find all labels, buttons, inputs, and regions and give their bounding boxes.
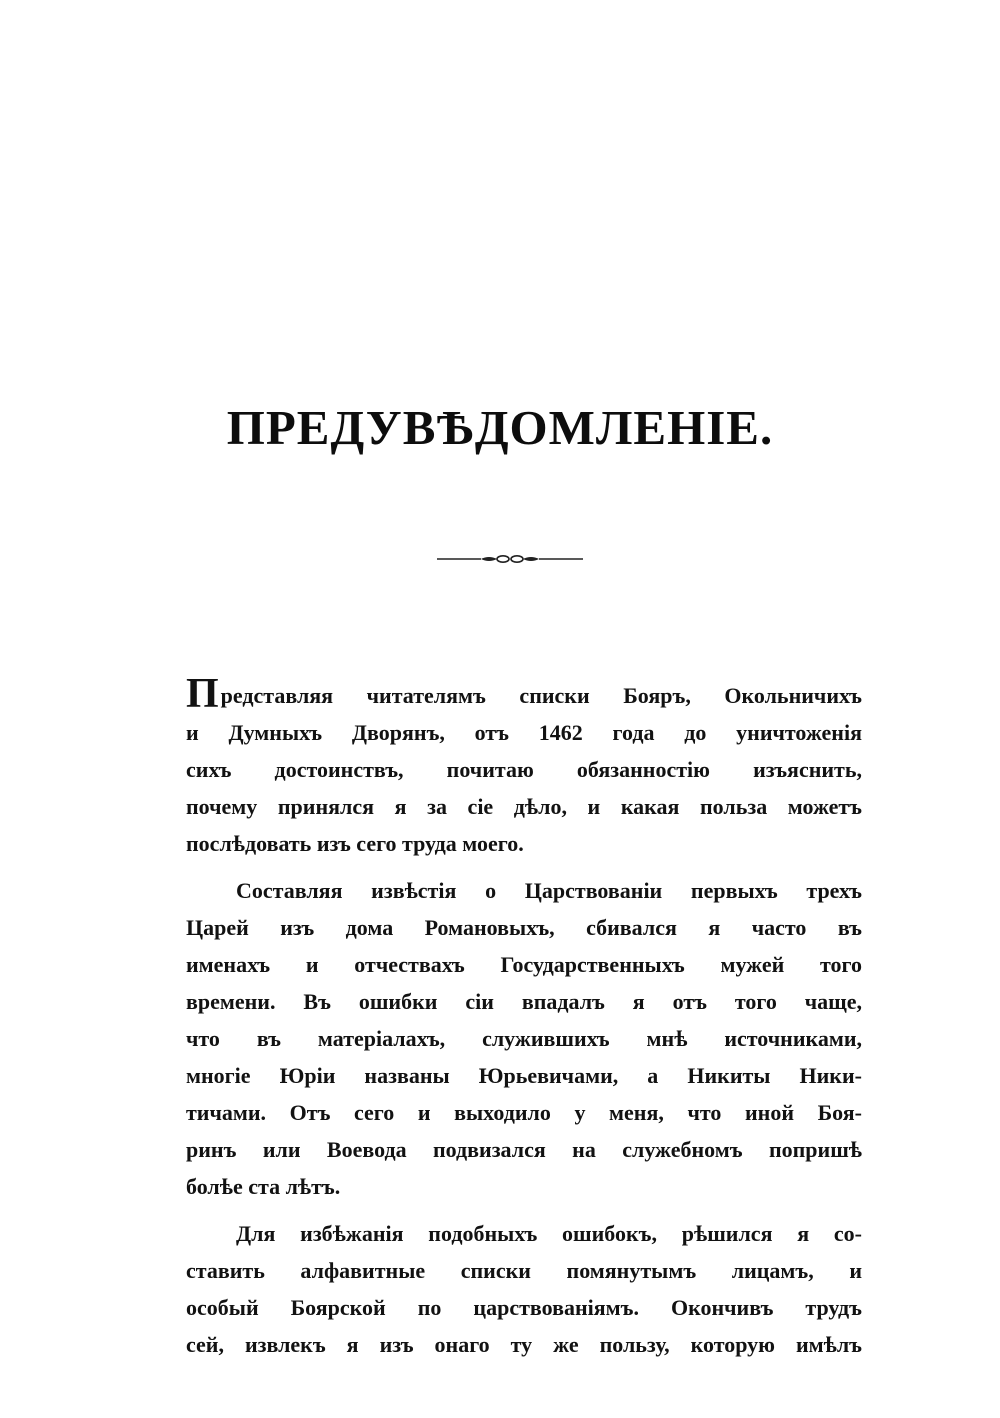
paragraph-2 bbox=[186, 872, 862, 1205]
paragraph-line: Представляя читателямъ списки Бояръ, Окольничихъ bbox=[186, 671, 862, 717]
ornamental-rule bbox=[437, 549, 585, 569]
paragraph-line: многіе Юріи названы Юрьевичами, а Никиты Ники- bbox=[186, 1063, 862, 1088]
paragraph-line: ставить алфавитные списки помянутымъ лицамъ, и bbox=[186, 1258, 862, 1283]
paragraph-line: Для избѣжанія подобныхъ ошибокъ, рѣшился я со- bbox=[236, 1221, 862, 1246]
paragraph-line: послѣдовать изъ сего труда моего. bbox=[186, 831, 524, 856]
body-text bbox=[186, 671, 862, 1363]
paragraph-line: и Думныхъ Дворянъ, отъ 1462 года до уничтоженія bbox=[186, 720, 862, 745]
page-title: ПРЕДУВѢДОМЛЕНІЕ. bbox=[226, 400, 774, 455]
paragraph-line: ринъ или Воевода подвизался на служебномъ попришѣ bbox=[186, 1137, 862, 1162]
paragraph-3 bbox=[186, 1215, 862, 1363]
paragraph-line: сей, извлекъ я изъ онаго ту же пользу, которую имѣлъ bbox=[186, 1332, 862, 1357]
paragraph-line: сихъ достоинствъ, почитаю обязанностію изъяснить, bbox=[186, 757, 862, 782]
paragraph-line: именахъ и отчествахъ Государственныхъ мужей того bbox=[186, 952, 862, 977]
paragraph-line: тичами. Отъ сего и выходило у меня, что иной Боя- bbox=[186, 1100, 862, 1125]
paragraph-line: Составляя извѣстія о Царствованіи первыхъ трехъ bbox=[236, 878, 862, 903]
paragraph-line: что въ матеріалахъ, служившихъ мнѣ источниками, bbox=[186, 1026, 862, 1051]
drop-cap: П bbox=[186, 671, 219, 717]
paragraph-line: Царей изъ дома Романовыхъ, сбивался я часто въ bbox=[186, 915, 862, 940]
paragraph-line: почему принялся я за сіе дѣло, и какая польза можетъ bbox=[186, 794, 862, 819]
paragraph-line: особый Боярской по царствованіямъ. Окончивъ трудъ bbox=[186, 1295, 862, 1320]
paragraph-1 bbox=[186, 671, 862, 862]
paragraph-line: времени. Въ ошибки сіи впадалъ я отъ того чаще, bbox=[186, 989, 862, 1014]
paragraph-line: болѣе ста лѣтъ. bbox=[186, 1174, 341, 1199]
